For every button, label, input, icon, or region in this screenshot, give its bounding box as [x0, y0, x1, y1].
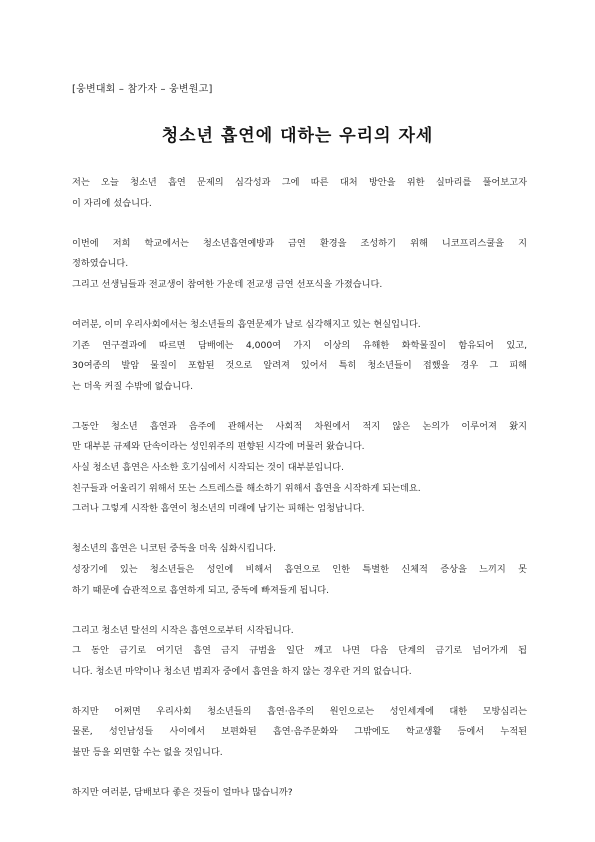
paragraph: [72, 417, 527, 520]
text-line: 30여종의 발암 물질이 포함된 것으로 알려져 있어서 특히 청소년들이 접했을 경우 그 피해: [72, 360, 527, 372]
paragraph: [72, 621, 527, 683]
text-line: 하지만 어쩌면 우리사회 청소년들의 흡연·음주의 원인으로는 성인세계에 대한 모방심리는: [72, 705, 527, 717]
text-line: 그 동안 금기로 여기던 흡연 금지 규범을 일단 깨고 나면 다음 단계의 금기로 넘어가게 됩: [72, 645, 527, 657]
paragraph: [72, 539, 527, 601]
paragraph: [72, 702, 527, 764]
text-line: 이 자리에 섰습니다.: [72, 197, 152, 209]
text-line: 니다. 청소년 마약이나 청소년 범죄자 중에서 흡연을 하지 않는 경우란 거의 없습니다.: [72, 665, 412, 677]
text-line: 그리고 선생님들과 전교생이 참여한 가운데 전교생 금연 선포식을 가졌습니다.: [72, 278, 383, 290]
text-line: 는 더욱 커질 수밖에 없습니다.: [72, 380, 194, 392]
text-line: 그러나 그렇게 시작한 흡연이 청소년의 미래에 남기는 피해는 엄청납니다.: [72, 503, 365, 515]
text-line: 그동안 청소년 흡연과 음주에 관해서는 사회적 차원에서 적지 않은 논의가 이루어져 왔지: [72, 420, 527, 432]
text-line: 그리고 청소년 탈선의 시작은 흡연으로부터 시작됩니다.: [72, 624, 294, 636]
text-line: 저는 오늘 청소년 흡연 문제의 심각성과 그에 따른 대처 방안을 위한 실마리를 풀어보고자: [72, 177, 527, 188]
text-line: 불만 등을 외면할 수는 없을 것입니다.: [72, 747, 223, 759]
text-line: 친구들과 어울리기 위해서 또는 스트레스를 해소하기 위해서 흡연을 시작하게 되는데요.: [72, 482, 421, 494]
text-line: 하지만 여러분, 담배보다 좋은 것들이 얼마나 많습니까?: [72, 787, 293, 799]
text-line: 기존 연구결과에 따르면 담배에는 4,000여 가지 이상의 유해한 화학물질이 함유되어 있고,: [72, 339, 527, 351]
text-line: 이번에 저희 학교에서는 청소년흡연예방과 금연 환경을 조성하기 위해 니코프리스쿨을 지: [72, 237, 527, 249]
text-line: 물론, 성인남성들 사이에서 보편화된 흡연·음주문화와 그밖에도 학교생활 등에서 누적된: [72, 726, 527, 738]
document-category-tag: [웅변대회 – 참가자 – 웅변원고]: [72, 84, 213, 95]
text-line: 청소년의 흡연은 니코틴 중독을 더욱 심화시킵니다.: [72, 543, 276, 555]
paragraph: [72, 783, 527, 804]
text-line: 하기 때문에 습관적으로 흡연하게 되고, 중독에 빠져들게 됩니다.: [72, 584, 330, 596]
text-line: 성장기에 있는 청소년들은 성인에 비해서 흡연으로 인한 특별한 신체적 증상을 느끼지 못: [72, 563, 527, 575]
paragraph: [72, 315, 527, 397]
paragraph: [72, 173, 527, 214]
text-line: 정하였습니다.: [72, 258, 129, 270]
document-title: 청소년 흡연에 대하는 우리의 자세: [161, 126, 434, 146]
text-line: 만 대부분 규제와 단속이라는 성인위주의 편향된 시각에 머물러 왔습니다.: [72, 441, 365, 453]
paragraph: [72, 234, 527, 296]
speech-body: [72, 173, 527, 823]
text-line: 여러분, 이미 우리사회에서는 청소년들의 흡연문제가 날로 심각해지고 있는 현실입니다.: [72, 318, 421, 330]
text-line: 사실 청소년 흡연은 사소한 호기심에서 시작되는 것이 대부분입니다.: [72, 462, 344, 474]
